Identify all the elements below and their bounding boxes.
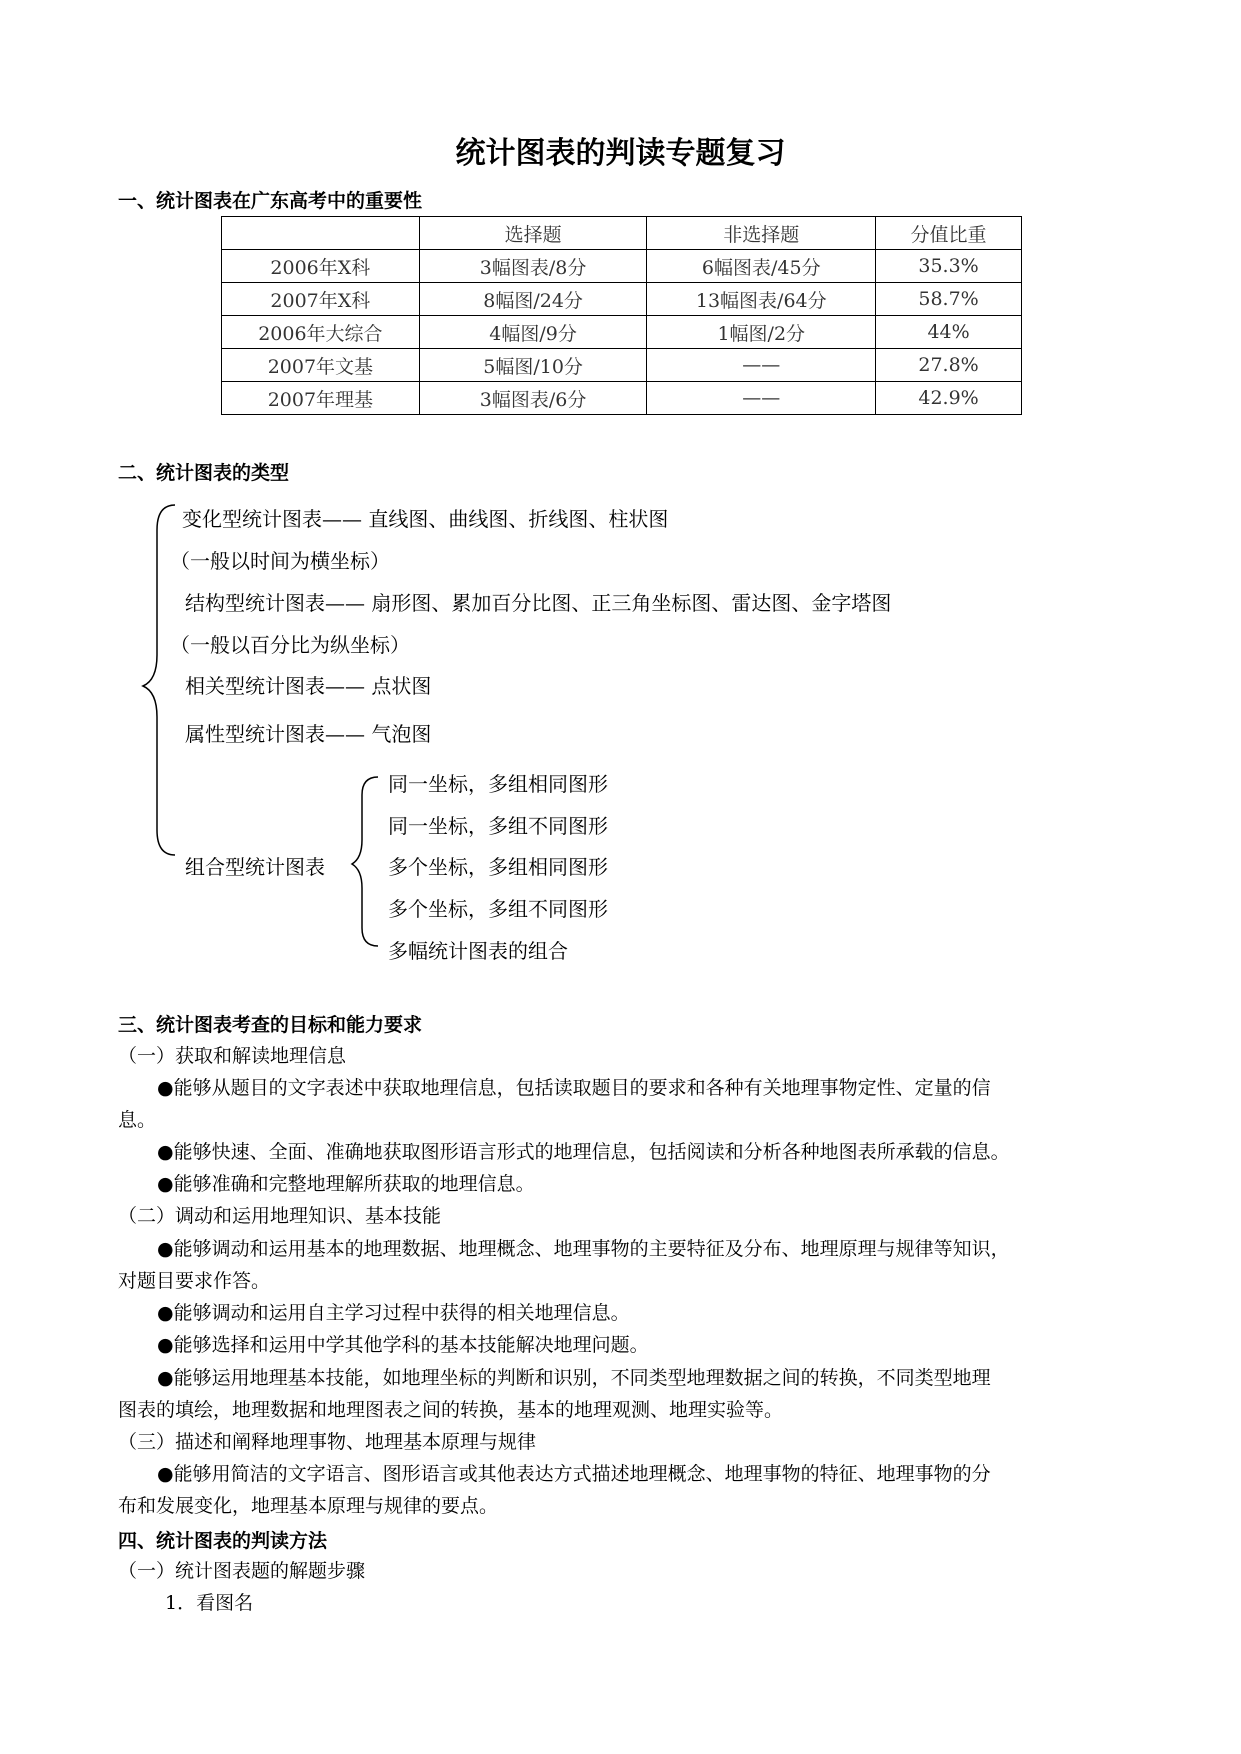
table-cell: 13幅图表/64分 xyxy=(647,283,876,316)
tree-structure-note: （一般以百分比为纵坐标） xyxy=(170,633,410,657)
table-header-cell: 选择题 xyxy=(419,217,647,250)
paragraph-line: 图表的填绘，地理数据和地理图表之间的转换，基本的地理观测、地理实验等。 xyxy=(118,1399,784,1421)
tree-combo-item: 多个坐标，多组不同图形 xyxy=(388,897,608,921)
tree-combo-item: 多幅统计图表的组合 xyxy=(388,939,568,963)
combo-brace xyxy=(352,777,378,946)
table-header-cell: 分值比重 xyxy=(876,217,1022,250)
paragraph-line: 息。 xyxy=(118,1109,157,1131)
paragraph-line: ●能够用简洁的文字语言、图形语言或其他表达方式描述地理概念、地理事物的特征、地理事物的分 xyxy=(157,1463,991,1485)
section2-heading: 二、统计图表的类型 xyxy=(118,462,290,484)
table-header-cell: 非选择题 xyxy=(647,217,876,250)
tree-combo-label: 组合型统计图表 xyxy=(185,855,325,879)
tree-combo-item: 同一坐标，多组相同图形 xyxy=(388,772,608,796)
tree-structure-type: 结构型统计图表—— 扇形图、累加百分比图、正三角坐标图、雷达图、金字塔图 xyxy=(185,591,892,615)
table-cell: 1幅图/2分 xyxy=(647,316,876,349)
table-cell: —— xyxy=(647,382,876,415)
paragraph-line: ●能够调动和运用基本的地理数据、地理概念、地理事物的主要特征及分布、地理原理与规律等知识， xyxy=(157,1238,1010,1260)
table-cell: 3幅图表/6分 xyxy=(419,382,647,415)
paragraph-line: ●能够调动和运用自主学习过程中获得的相关地理信息。 xyxy=(157,1302,630,1324)
table-cell: 5幅图/10分 xyxy=(419,349,647,382)
table-cell: 3幅图表/8分 xyxy=(419,250,647,283)
table-cell: 2006年X科 xyxy=(222,250,420,283)
step-item: 1．看图名 xyxy=(165,1592,254,1614)
paragraph-line: ●能够从题目的文字表述中获取地理信息，包括读取题目的要求和各种有关地理事物定性、定量的信 xyxy=(157,1077,991,1099)
table-cell: 8幅图/24分 xyxy=(419,283,647,316)
subheading: （三）描述和阐释地理事物、地理基本原理与规律 xyxy=(118,1431,537,1453)
table-cell: 2007年X科 xyxy=(222,283,420,316)
table-cell: 44% xyxy=(876,316,1022,349)
table-cell: 58.7% xyxy=(876,283,1022,316)
tree-attribute-type: 属性型统计图表—— 气泡图 xyxy=(185,722,432,746)
table-cell: —— xyxy=(647,349,876,382)
paragraph-line: ●能够快速、全面、准确地获取图形语言形式的地理信息，包括阅读和分析各种地图表所承载的信息。 xyxy=(157,1141,1010,1163)
subheading: （一）获取和解读地理信息 xyxy=(118,1045,347,1067)
section4-heading: 四、统计图表的判读方法 xyxy=(118,1530,328,1552)
table-cell: 6幅图表/45分 xyxy=(647,250,876,283)
paragraph-line: ●能够准确和完整地理解所获取的地理信息。 xyxy=(157,1173,535,1195)
subheading: （一）统计图表题的解题步骤 xyxy=(118,1560,366,1582)
paragraph-line: 对题目要求作答。 xyxy=(118,1270,271,1292)
table-cell: 4幅图/9分 xyxy=(419,316,647,349)
paragraph-line: ●能够运用地理基本技能，如地理坐标的判断和识别，不同类型地理数据之间的转换，不同类型地理 xyxy=(157,1367,991,1389)
table-cell: 35.3% xyxy=(876,250,1022,283)
table-cell: 42.9% xyxy=(876,382,1022,415)
table-cell: 27.8% xyxy=(876,349,1022,382)
subheading: （二）调动和运用地理知识、基本技能 xyxy=(118,1205,442,1227)
section1-heading: 一、统计图表在广东高考中的重要性 xyxy=(118,190,423,212)
section3-heading: 三、统计图表考查的目标和能力要求 xyxy=(118,1014,423,1036)
tree-correlation-type: 相关型统计图表—— 点状图 xyxy=(185,674,432,698)
paragraph-line: 布和发展变化，地理基本原理与规律的要点。 xyxy=(118,1495,499,1517)
paragraph-line: ●能够选择和运用中学其他学科的基本技能解决地理问题。 xyxy=(157,1334,649,1356)
tree-change-type: 变化型统计图表—— 直线图、曲线图、折线图、柱状图 xyxy=(182,507,669,531)
table-cell: 2007年理基 xyxy=(222,382,420,415)
tree-combo-item: 多个坐标，多组相同图形 xyxy=(388,855,608,879)
tree-combo-item: 同一坐标，多组不同图形 xyxy=(388,814,608,838)
tree-change-note: （一般以时间为横坐标） xyxy=(170,549,390,573)
table-cell: 2006年大综合 xyxy=(222,316,420,349)
page-title: 统计图表的判读专题复习 xyxy=(455,136,786,171)
table-cell: 2007年文基 xyxy=(222,349,420,382)
